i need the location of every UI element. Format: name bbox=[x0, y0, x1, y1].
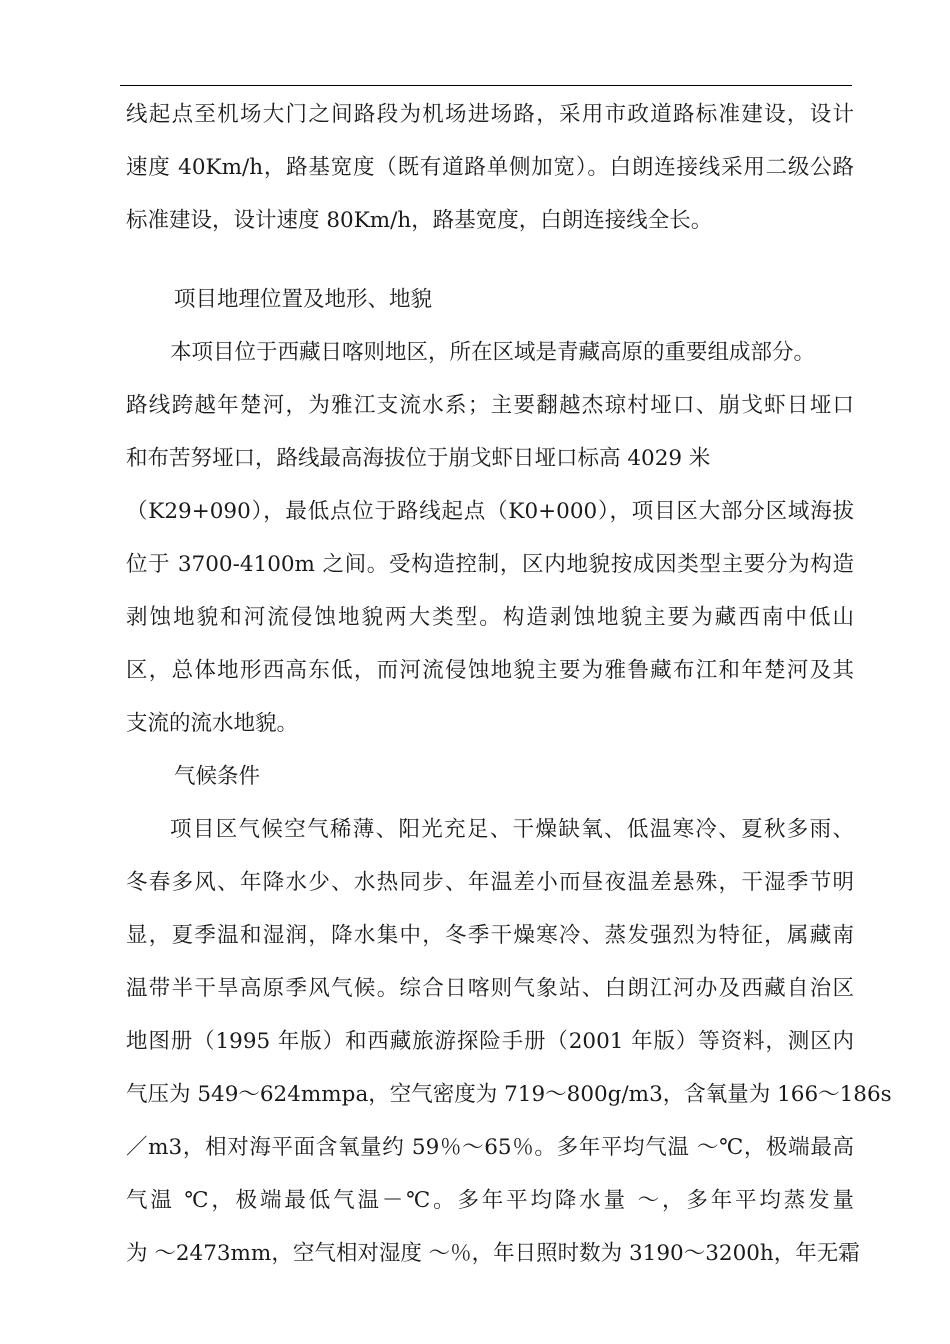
text-line: 温带半干旱高原季风气候。综合日喀则气象站、白朗江河办及西藏自治区 bbox=[126, 976, 854, 1001]
text-line: 本项目位于西藏日喀则地区，所在区域是青藏高原的重要组成部分。 bbox=[170, 340, 816, 365]
text-line: ／m3，相对海平面含氧量约 59％～65％。多年平均气温 ～℃，极端最高 bbox=[126, 1135, 854, 1160]
paragraph-climate bbox=[126, 803, 892, 1280]
text-line: 剥蚀地貌和河流侵蚀地貌两大类型。构造剥蚀地貌主要为藏西南中低山 bbox=[126, 605, 854, 630]
text-line: 速度 40Km/h，路基宽度（既有道路单侧加宽）。白朗连接线采用二级公路 bbox=[126, 155, 854, 180]
text-line: 标准建设，设计速度 80Km/h，路基宽度，白朗连接线全长。 bbox=[126, 208, 713, 233]
header-rule bbox=[120, 85, 852, 86]
text-line: 区，总体地形西高东低，而河流侵蚀地貌主要为雅鲁藏布江和年楚河及其 bbox=[126, 658, 854, 683]
document-page bbox=[126, 88, 892, 1280]
paragraph-road-standards bbox=[126, 88, 854, 247]
text-line: 显，夏季温和湿润，降水集中，冬季干燥寒冷、蒸发强烈为特征，属藏南 bbox=[126, 923, 854, 948]
text-line: （K29+090），最低点位于路线起点（K0+000），项目区大部分区域海拔 bbox=[126, 499, 854, 524]
text-line: 气压为 549～624mmpa，空气密度为 719～800g/m3，含氧量为 166～186s bbox=[126, 1082, 892, 1107]
text-line: 和布苦努垭口，路线最高海拔位于崩戈虾日垭口标高 4029 米 bbox=[126, 446, 711, 471]
text-line: 项目区气候空气稀薄、阳光充足、干燥缺氧、低温寒冷、夏秋多雨、 bbox=[170, 817, 854, 842]
text-line: 地图册（1995 年版）和西藏旅游探险手册（2001 年版）等资料，测区内 bbox=[126, 1029, 854, 1054]
text-line: 冬春多风、年降水少、水热同步、年温差小而昼夜温差悬殊，干湿季节明 bbox=[126, 870, 854, 895]
text-line: 气温 ℃，极端最低气温－℃。多年平均降水量 ～，多年平均蒸发量 bbox=[126, 1188, 854, 1213]
text-line: 为 ～2473mm，空气相对湿度 ～％，年日照时数为 3190～3200h，年无霜 bbox=[126, 1241, 860, 1266]
section-heading-climate: 气候条件 bbox=[174, 764, 261, 789]
section-heading-geography: 项目地理位置及地形、地貌 bbox=[174, 287, 433, 312]
text-line: 路线跨越年楚河，为雅江支流水系；主要翻越杰琼村垭口、崩戈虾日垭口 bbox=[126, 393, 854, 418]
text-line: 支流的流水地貌。 bbox=[126, 711, 299, 736]
paragraph-geography bbox=[126, 326, 854, 750]
text-line: 位于 3700-4100m 之间。受构造控制，区内地貌按成因类型主要分为构造 bbox=[126, 552, 854, 577]
text-line: 线起点至机场大门之间路段为机场进场路，采用市政道路标准建设，设计 bbox=[126, 102, 854, 127]
